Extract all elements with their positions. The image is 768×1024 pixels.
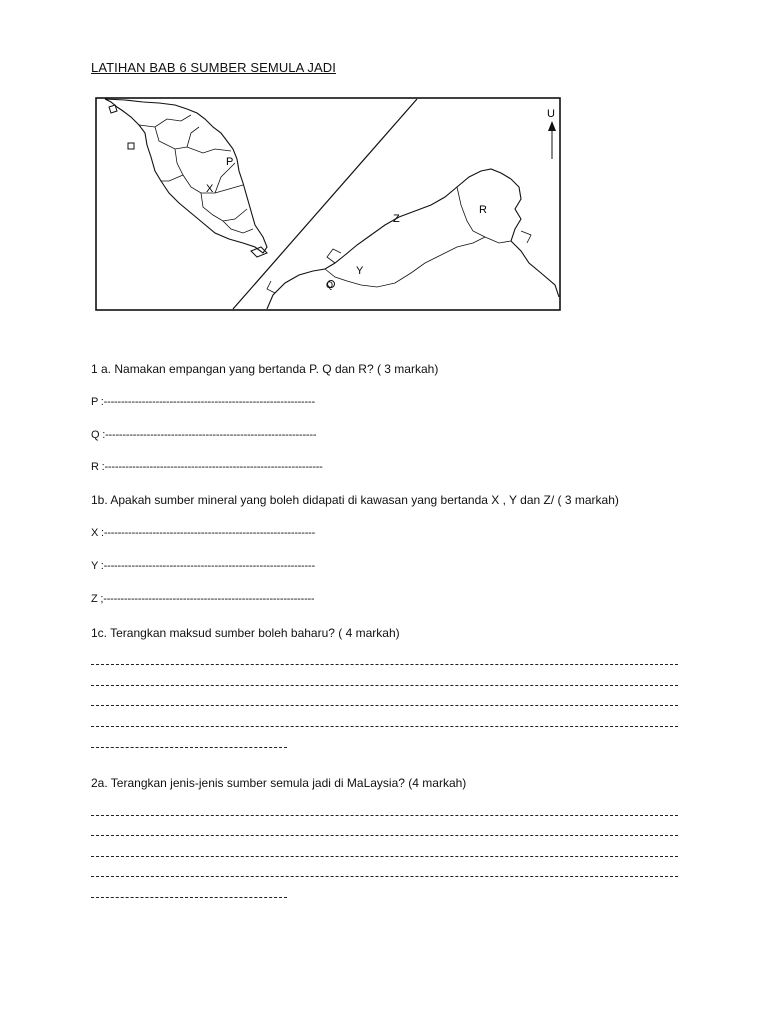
answer-label: Q : xyxy=(91,429,106,441)
answer-line-q[interactable] xyxy=(91,429,316,441)
answer-dashes: ------------------------------------------------------------- xyxy=(103,560,315,572)
question-2a: 2a. Terangkan jenis-jenis sumber semula jadi di MaLaysia? (4 markah) xyxy=(91,776,467,790)
answer-dashes: ------------------------------------------------------------- xyxy=(103,593,315,605)
answer-label: Z ; xyxy=(91,593,104,605)
label-r: R xyxy=(479,204,487,216)
question-1b: 1b. Apakah sumber mineral yang boleh didapati di kawasan yang bertanda X , Y dan Z/ ( 3 markah) xyxy=(91,493,619,507)
answer-writing-line[interactable] xyxy=(91,726,678,727)
map-frame xyxy=(96,98,560,310)
label-y: Y xyxy=(356,265,364,277)
label-q: Q xyxy=(326,280,334,290)
answer-writing-line[interactable] xyxy=(91,835,678,836)
answer-label: P : xyxy=(91,396,104,408)
answer-writing-line[interactable] xyxy=(91,685,678,686)
answer-writing-line[interactable] xyxy=(91,856,678,857)
answer-dashes: ------------------------------------------------------------- xyxy=(105,429,317,441)
question-1a: 1 a. Namakan empangan yang bertanda P. Q dan R? ( 3 markah) xyxy=(91,362,439,376)
answer-line-z[interactable] xyxy=(91,593,314,605)
answer-writing-line[interactable] xyxy=(91,747,287,748)
answer-label: R : xyxy=(91,461,105,473)
answer-dashes: ------------------------------------------------------------- xyxy=(103,396,315,408)
answer-writing-line[interactable] xyxy=(91,815,678,816)
page-title: LATIHAN BAB 6 SUMBER SEMULA JADI xyxy=(91,60,336,75)
answer-writing-line[interactable] xyxy=(91,664,678,665)
label-z: Z xyxy=(393,213,400,225)
answer-label: X : xyxy=(91,527,104,539)
answer-line-r[interactable] xyxy=(91,461,323,473)
answer-line-p[interactable] xyxy=(91,396,315,408)
question-1c: 1c. Terangkan maksud sumber boleh baharu? ( 4 markah) xyxy=(91,626,400,640)
answer-writing-line[interactable] xyxy=(91,897,287,898)
label-x: X xyxy=(206,183,214,195)
answer-dashes: ------------------------------------------------------------- xyxy=(103,527,316,539)
answer-line-x[interactable] xyxy=(91,527,315,539)
answer-label: Y : xyxy=(91,560,104,572)
malaysia-map xyxy=(95,97,561,311)
label-p: P xyxy=(226,156,234,168)
answer-writing-line[interactable] xyxy=(91,876,678,877)
north-label: U xyxy=(547,108,555,120)
answer-dashes: --------------------------------------------------------------- xyxy=(104,461,323,473)
answer-line-y[interactable] xyxy=(91,560,315,572)
answer-writing-line[interactable] xyxy=(91,705,678,706)
